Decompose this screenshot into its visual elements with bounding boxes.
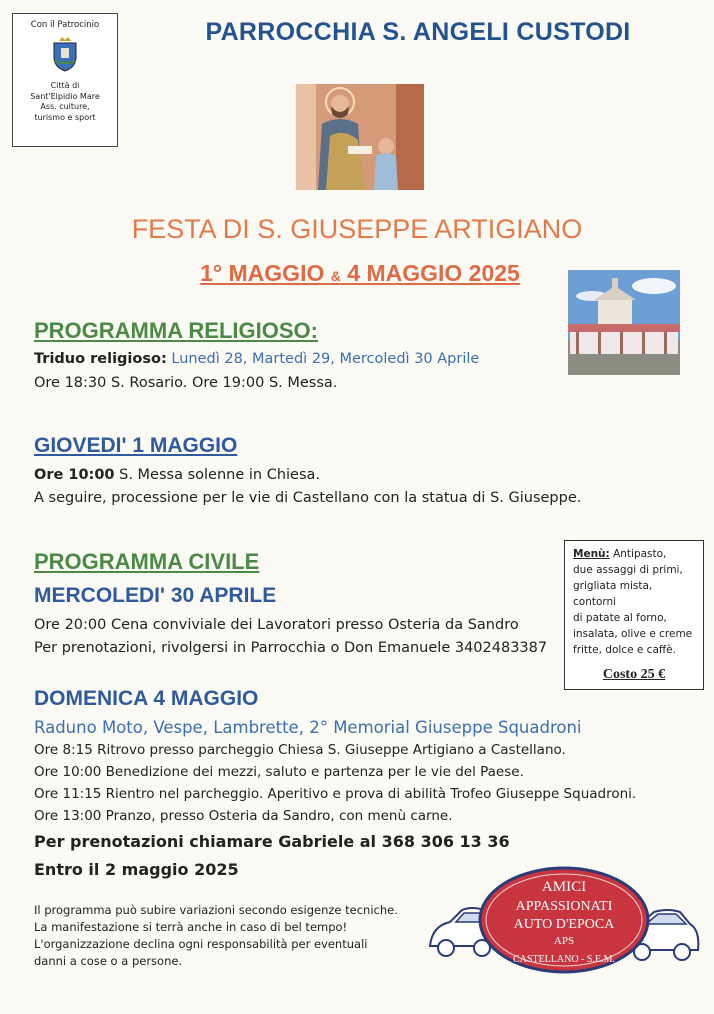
religious-program-heading: PROGRAMMA RELIGIOSO:	[34, 318, 318, 343]
church-photo	[568, 270, 680, 375]
thursday-heading: GIOVEDI' 1 MAGGIO	[34, 434, 238, 457]
sunday-heading: DOMENICA 4 MAGGIO	[34, 687, 259, 710]
sunday-schedule-item: Ore 13:00 Pranzo, presso Osteria da Sandro, con menù carne.	[34, 808, 453, 824]
date-ampersand: &	[330, 268, 341, 284]
sunday-schedule-item: Ore 11:15 Rientro nel parcheggio. Aperitivo e prova di abilità Trofeo Giuseppe Squadroni.	[34, 786, 637, 802]
logo-text-castellano: CASTELLANO - S.E.M.	[513, 954, 615, 965]
patronage-dept-1: Ass. culture,	[40, 102, 90, 111]
menu-line-1	[573, 546, 695, 562]
sunday-schedule	[34, 739, 636, 827]
triduo-dates: Lunedì 28, Martedì 29, Mercoledì 30 Aprile	[171, 351, 480, 367]
city-crest-icon	[50, 35, 80, 73]
logo-text-aps: APS	[553, 935, 575, 947]
procession-line: A seguire, processione per le vie di Castellano con la statua di S. Giuseppe.	[34, 490, 582, 506]
triduo-line	[34, 351, 479, 367]
date-second: 4 MAGGIO 2025	[347, 260, 520, 286]
patronage-city-label: Città di	[50, 81, 80, 90]
sunday-schedule-item: Ore 10:00 Benedizione dei mezzi, saluto e partenza per le vie del Paese.	[34, 764, 524, 780]
festa-title: FESTA DI S. GIUSEPPE ARTIGIANO	[131, 214, 583, 244]
thursday-mass-time: Ore 10:00	[34, 467, 115, 483]
logo-text-amici: AMICI	[541, 879, 587, 895]
menu-cost: Costo 25 €	[602, 667, 666, 682]
thursday-mass-text: S. Messa solenne in Chiesa.	[114, 467, 321, 483]
disclaimer	[34, 902, 398, 970]
disclaimer-line: Il programma può subire variazioni secondo esigenze tecniche.	[34, 903, 398, 917]
menu-line-6: fritte, dolce e caffè.	[573, 644, 676, 656]
disclaimer-line: L'organizzazione declina ogni responsabilità per eventuali	[34, 937, 368, 951]
wednesday-heading: MERCOLEDI' 30 APRILE	[34, 584, 277, 607]
triduo-label: Triduo religioso:	[34, 351, 167, 367]
booking-deadline-line: Entro il 2 maggio 2025	[34, 860, 239, 879]
logo-text-appassionati: APPASSIONATI	[515, 899, 613, 914]
logo-text-auto: AUTO D'EPOCA	[513, 917, 615, 932]
patronage-box	[12, 13, 118, 147]
rally-subtitle: Raduno Moto, Vespe, Lambrette, 2° Memorial Giuseppe Squadroni	[34, 718, 582, 737]
patronage-dept-2: turismo e sport	[34, 112, 96, 122]
menu-box	[564, 540, 704, 690]
date-first: 1° MAGGIO	[200, 260, 325, 286]
menu-line-3: grigliata mista, contorni	[573, 580, 653, 608]
dinner-booking-line: Per prenotazioni, rivolgersi in Parrocchia o Don Emanuele 3402483387	[34, 640, 548, 656]
disclaimer-line: La manifestazione si terrà anche in caso di bel tempo!	[34, 920, 348, 934]
civil-program-heading: PROGRAMMA CIVILE	[34, 549, 260, 574]
sunday-schedule-item: Ore 8:15 Ritrovo presso parcheggio Chiesa S. Giuseppe Artigiano a Castellano.	[34, 742, 566, 758]
menu-label: Menù:	[573, 548, 610, 560]
menu-line-4: di patate al forno,	[573, 612, 667, 624]
thursday-mass-line	[34, 467, 320, 483]
booking-phone-line: Per prenotazioni chiamare Gabriele al 368 306 13 36	[34, 832, 510, 851]
menu-line-5: insalata, olive e creme	[573, 628, 693, 640]
dinner-line: Ore 20:00 Cena conviviale dei Lavoratori presso Osteria da Sandro	[34, 617, 519, 633]
car-club-logo	[428, 866, 700, 986]
disclaimer-line: danni a cose o a persone.	[34, 954, 183, 968]
patronage-city-name: Sant'Elpidio Mare	[30, 91, 100, 101]
menu-line-2: due assaggi di primi,	[573, 564, 683, 576]
parish-title: PARROCCHIA S. ANGELI CUSTODI	[205, 18, 631, 46]
patronage-label: Con il Patrocinio	[30, 20, 100, 30]
festa-dates	[160, 260, 560, 287]
menu-item-antipasto: Antipasto,	[609, 548, 667, 560]
saint-joseph-image	[296, 84, 424, 190]
rosary-mass-times: Ore 18:30 S. Rosario. Ore 19:00 S. Messa.	[34, 375, 338, 391]
